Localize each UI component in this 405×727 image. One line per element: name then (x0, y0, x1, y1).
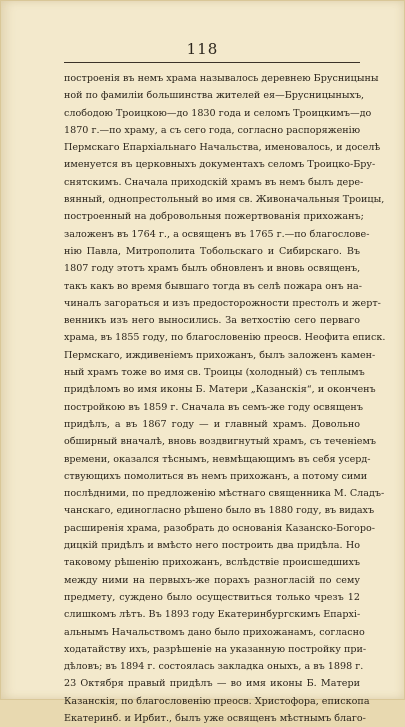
text-line: 23 Октября правый придѣлъ — во имя иконы Б. Матери (64, 678, 360, 690)
text-line: альнымъ Начальствомъ дано было прихожанамъ, согласно (64, 626, 365, 638)
text-line: построенія въ немъ храма называлось деревнею Брусницыны (64, 73, 379, 84)
text-line: постройкою въ 1859 г. Сначала въ семъ-же году освященъ (64, 401, 363, 413)
text-line: дицкій придѣлъ и вмѣсто него построить два придѣла. Но (64, 540, 360, 552)
text-line: именуется въ церковныхъ документахъ селомъ Троицко-Бру- (64, 159, 376, 171)
text-line: предмету, суждено было осуществиться только чрезъ 12 (64, 591, 360, 603)
text-line: храма, въ 1855 году, по благословенію преосв. Неофита епиcк. (64, 332, 386, 344)
text-line: снятскимъ. Сначала приходскій храмъ въ немъ былъ дере- (64, 176, 364, 188)
text-line: ный храмъ тоже во имя св. Троицы (холодный) съ теплымъ (64, 367, 365, 379)
text-line: обширный вначалѣ, вновь воздвигнутый храмъ, съ теченіемъ (64, 436, 377, 448)
text-line: нію Павла, Митрополита Тобольскаго и Сибирскаго. Въ (64, 245, 360, 257)
text-line: Пермскаго, иждивеніемъ прихожанъ, былъ заложенъ камен- (64, 349, 376, 361)
text-line: слишкомъ лѣтъ. Въ 1893 году Екатеринбургскимъ Епархі- (64, 609, 361, 621)
text-line: венникъ изъ него выносились. За ветхостію сего перваго (64, 315, 360, 327)
text-line: придѣломъ во имя иконы Б. Матери „Казанскія“, и оконченъ (64, 384, 376, 396)
text-line: времени, оказался тѣснымъ, невмѣщающимъ въ себя усерд- (64, 453, 371, 465)
text-line: чанскаго, единогласно рѣшено было въ 1880 году, въ видахъ (64, 505, 375, 517)
text-line: вянный, однопрестольный во имя св. Живоначальныя Троицы, (64, 194, 385, 206)
text-line: 1807 году этотъ храмъ былъ обновленъ и вновь освященъ, (64, 263, 361, 275)
text-line: ходатайству ихъ, разрѣшеніе на указанную постройку при- (64, 643, 367, 655)
text-line: Казанскія, по благословенію преосв. Христофора, епископа (64, 695, 370, 707)
text-line: Пермскаго Епархіальнаго Начальства, именовалось, и доселѣ (64, 142, 381, 154)
text-line: между ними на первыхъ-же порахъ разногласій по сему (64, 574, 360, 586)
text-line: придѣлъ, а въ 1867 году — и главный храмъ. Довольно (64, 418, 360, 430)
text-line: такъ какъ во время бывшаго тогда въ селѣ пожара онъ на- (64, 280, 362, 292)
text-line: построенный на добровольныя пожертвованія прихожанъ; (64, 211, 364, 223)
text-line: 1870 г.—по храму, а съ сего года, согласно распоряженію (64, 124, 361, 136)
header-rule (64, 62, 360, 63)
text-line: расширенія храма, разобрать до основанія Казанско-Богоро- (64, 522, 375, 534)
text-line: ствующихъ помолиться въ немъ прихожанъ, а потому сими (64, 470, 368, 482)
body-text (64, 70, 386, 727)
text-line: послѣдними, по предложенію мѣстнаго священника М. Сладъ- (64, 488, 385, 500)
text-line: чиналъ загораться и изъ предосторожности престолъ и жерт- (64, 297, 381, 309)
text-line: дѣловъ; въ 1894 г. состоялась закладка оныхъ, а въ 1898 г. (64, 661, 364, 673)
text-line: Екатеринб. и Ирбит., былъ уже освященъ мѣстнымъ благо- (64, 712, 366, 724)
page-number: 118 (186, 40, 219, 58)
text-line: ной по фамиліи большинства жителей ея—Брусницыныхъ, (64, 90, 365, 102)
text-line: таковому рѣшенію прихожанъ, вслѣдствіе происшедшихъ (64, 557, 360, 569)
text-line: заложенъ въ 1764 г., а освященъ въ 1765 г.—по благослове- (64, 228, 370, 240)
text-line: слободою Троицкою—до 1830 года и селомъ Троицкимъ—до (64, 107, 372, 119)
